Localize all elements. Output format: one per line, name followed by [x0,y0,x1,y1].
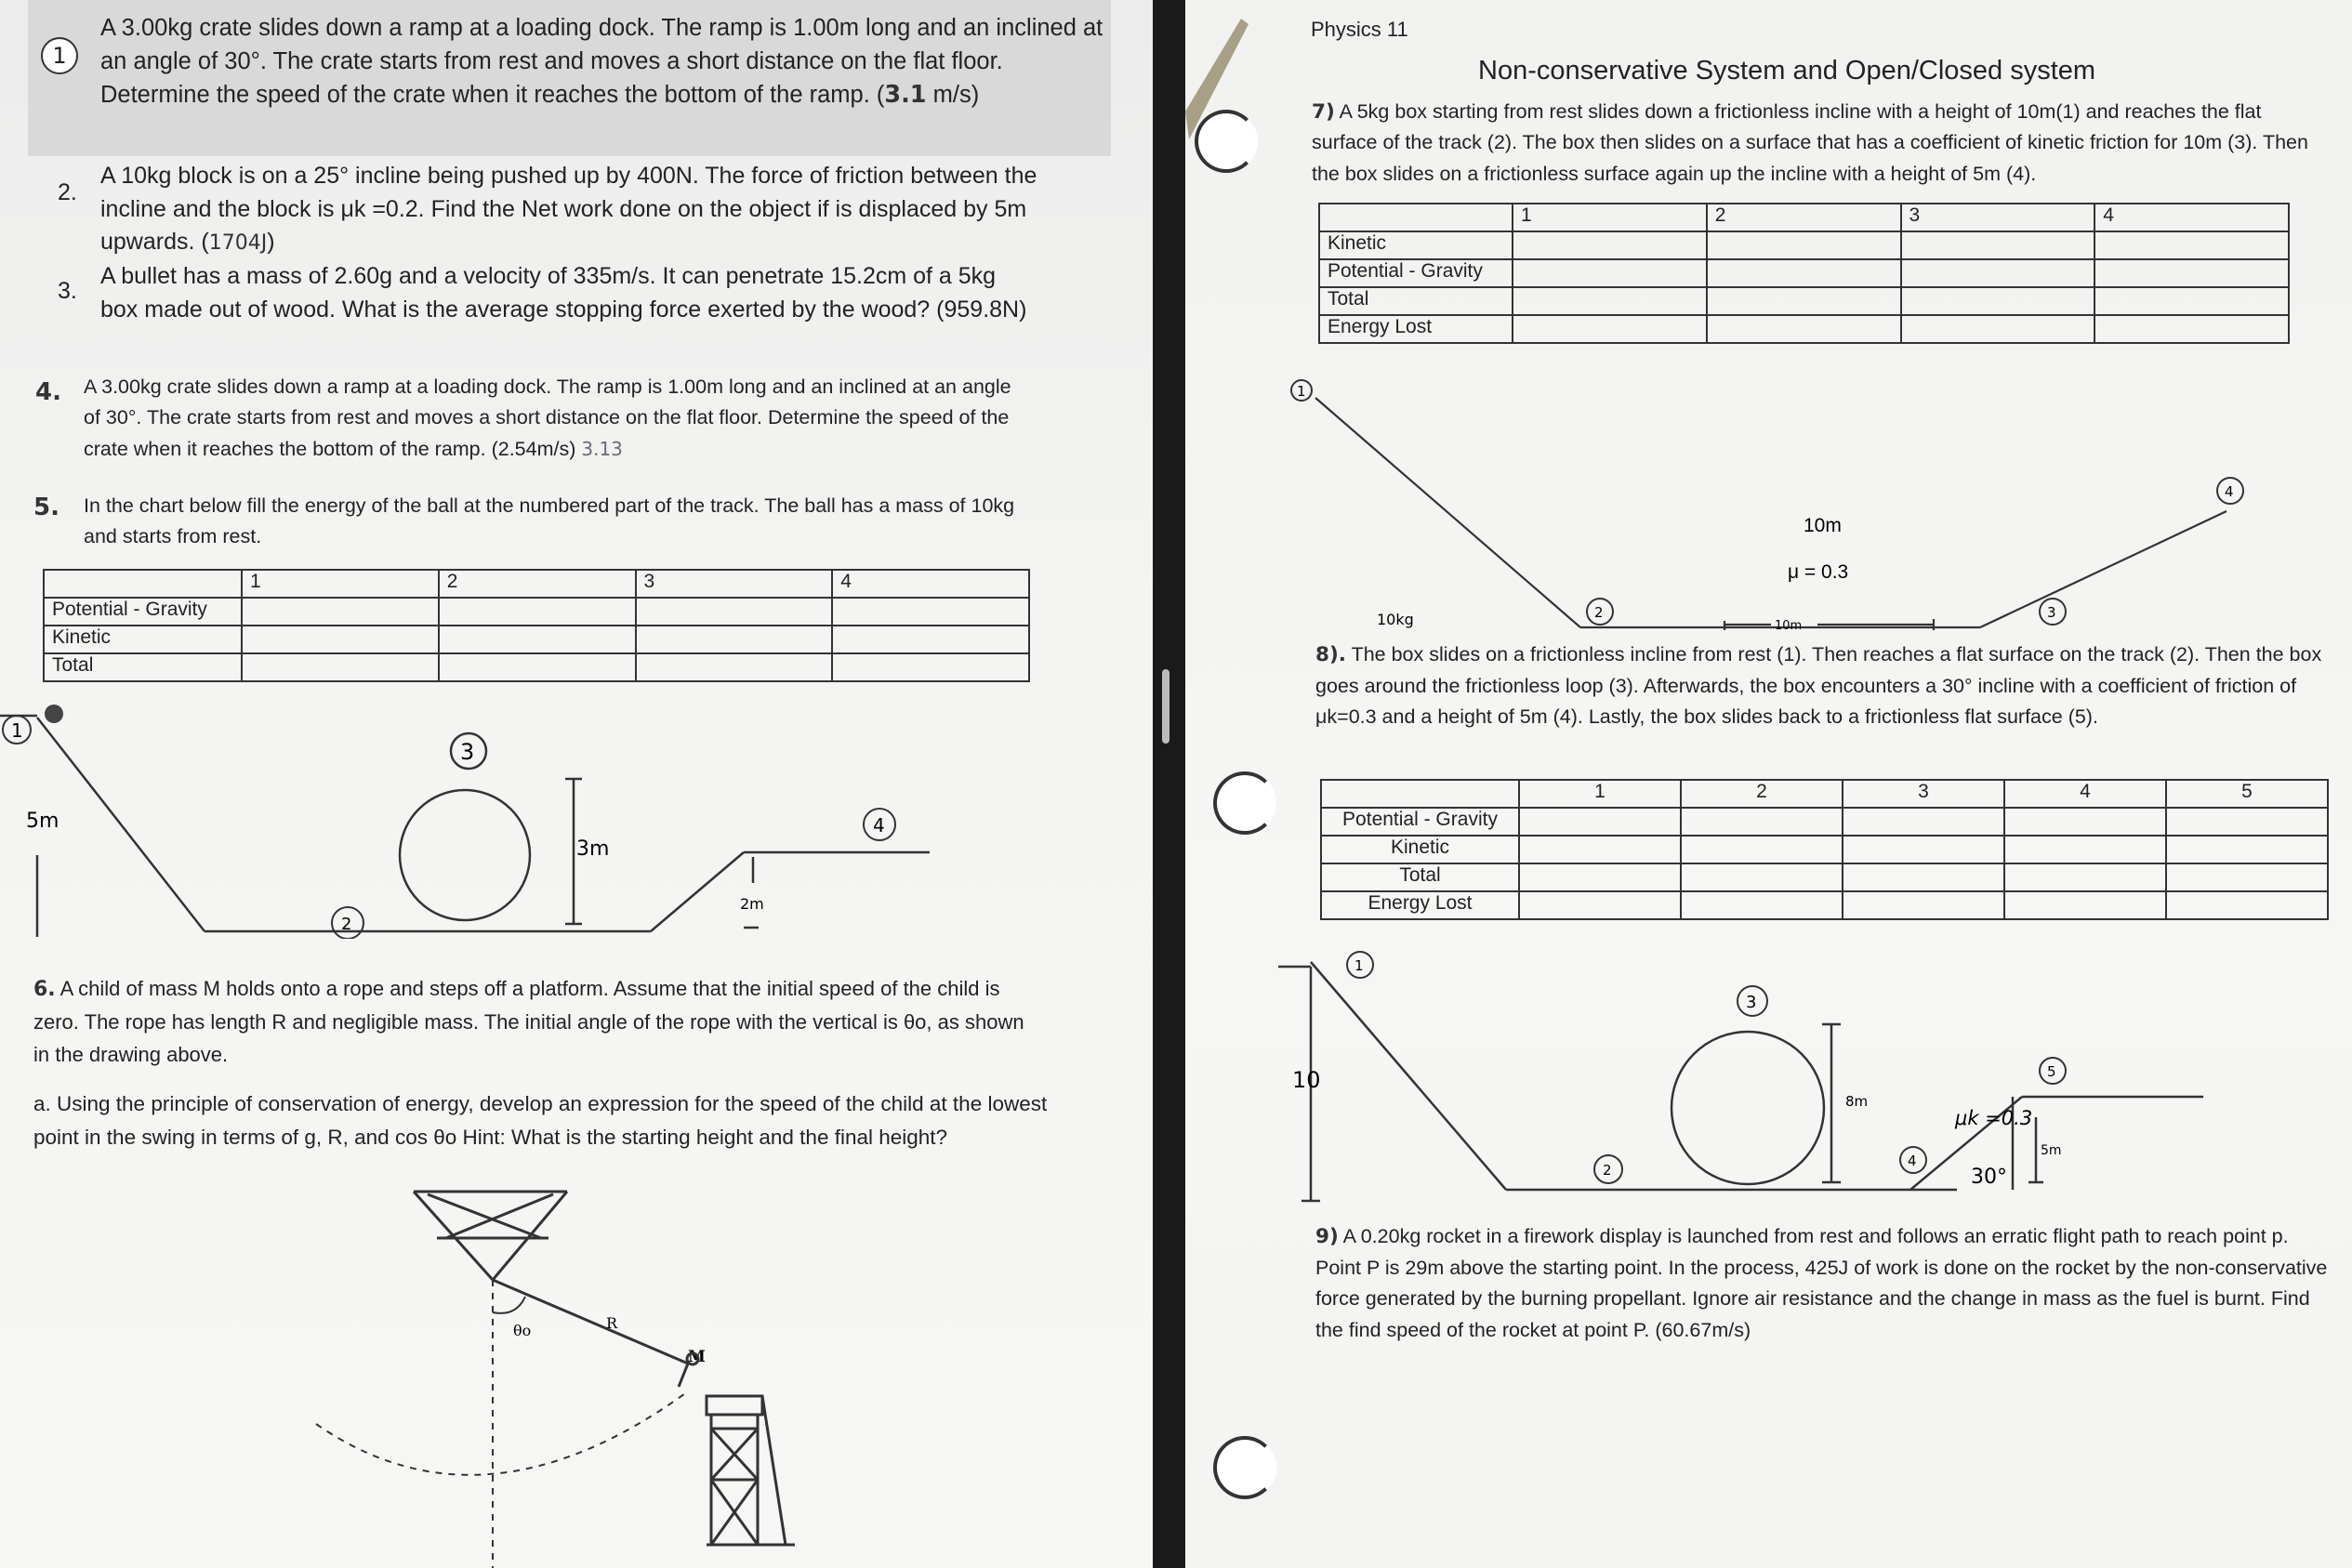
energy-table-q8 [1320,779,2329,920]
energy-table-q5 [43,569,1030,682]
table-row [1321,863,2328,891]
table-cell[interactable] [636,598,833,626]
q8-body: The box slides on a frictionless incline from rest (1). Then reaches a flat surface on the track (2). Then the box goes around the frictionless loop (3). Afterwards, the box encounters a 30° incline with a coefficient of friction of μk=0.3 and a height of 5m (4). Lastly, the box slides back to a frictionless flat surface (5). [1315,643,2322,729]
table-cell[interactable] [1901,287,2095,315]
table-cell[interactable] [832,653,1029,681]
q2-answer: 1704J [208,231,268,255]
label-p1: 1 [11,719,23,742]
label-p3: 3 [1746,993,1757,1012]
row-label: Energy Lost [1321,891,1519,919]
label-p1: 1 [1354,957,1364,974]
table-cell[interactable] [1707,287,1901,315]
label-10kg: 10kg [1377,611,1414,628]
table-cell [44,570,242,598]
table-cell[interactable] [439,598,636,626]
table-cell[interactable] [439,653,636,681]
table-row [1321,891,2328,919]
label-10: 10 [1292,1067,1321,1093]
table-cell[interactable] [1681,808,1843,836]
table-cell[interactable] [2166,808,2328,836]
label-p3: 3 [2047,604,2056,621]
punch-hole-bottom [1213,1436,1276,1499]
row-label: Potential - Gravity [44,598,242,626]
energy-table-q7 [1318,203,2290,344]
table-row [44,598,1029,626]
q4-number: 4. [35,378,61,406]
q7-number: 7) [1312,100,1335,124]
table-row [1319,259,2289,287]
label-flat-10m: 10m [1775,619,1803,633]
table-cell[interactable] [2166,836,2328,863]
table-cell[interactable] [1681,891,1843,919]
table-cell[interactable] [1681,863,1843,891]
q1-answer: 3.1 [884,81,927,110]
table-cell[interactable] [1707,315,1901,343]
table-cell[interactable] [1843,891,2004,919]
q4-text [84,372,1023,465]
label-30deg: 30° [1971,1166,2007,1189]
table-cell[interactable] [2094,259,2289,287]
table-header: 5 [2166,780,2328,808]
label-8m: 8m [1845,1093,1869,1110]
table-header: 3 [1843,780,2004,808]
platform-tower [707,1396,795,1545]
q5-text: In the chart below fill the energy of the ball at the numbered part of the track. The ball has a mass of 10kg and starts from rest. [84,494,1015,548]
table-row [1319,287,2289,315]
q4-body: A 3.00kg crate slides down a ramp at a loading dock. The ramp is 1.00m long and an inclined at an angle of 30°. The crate starts from rest and moves a short distance on the flat floor. Determine the speed of the crate when it reaches the bottom of the ramp. (2.54m/s) [84,376,1011,460]
q1-tail: m/s) [932,82,980,109]
row-label: Kinetic [44,626,242,653]
table-cell[interactable] [2004,808,2166,836]
table-cell[interactable] [2094,287,2289,315]
page-title: Non-conservative System and Open/Closed system [1478,56,2096,86]
table-cell[interactable] [1707,259,1901,287]
q1-text [100,11,1104,112]
table-header: 4 [832,570,1029,598]
table-cell[interactable] [1901,315,2095,343]
table-cell[interactable] [832,626,1029,653]
table-cell[interactable] [1513,315,1707,343]
q2-tail: ) [267,229,275,255]
table-cell[interactable] [1513,231,1707,259]
label-p2: 2 [341,915,352,934]
table-header-row [44,570,1029,598]
q2-number: 2. [58,179,77,205]
table-cell[interactable] [1843,836,2004,863]
ball-icon [45,705,63,723]
table-header: 3 [1901,204,2095,231]
table-cell[interactable] [832,598,1029,626]
table-header: 3 [636,570,833,598]
q1-body: A 3.00kg crate slides down a ramp at a loading dock. The ramp is 1.00m long and an inclined at an angle of 30°. The crate starts from rest and moves a short distance on the flat floor. Determine the speed of the crate when it reaches the bottom of the ramp. ( [100,15,1103,109]
row-label: Total [44,653,242,681]
label-2m: 2m [740,895,764,913]
track-diagram-q5 [0,697,1153,939]
table-cell[interactable] [1901,231,2095,259]
table-row [44,626,1029,653]
q6-number: 6. [33,978,56,1001]
label-5m: 5m [2041,1143,2062,1158]
punch-hole-middle [1213,771,1276,835]
table-cell[interactable] [636,626,833,653]
label-p2: 2 [1594,604,1604,621]
label-5m: 5m [26,810,59,833]
table-header: 4 [2004,780,2166,808]
table-header-row [1321,780,2328,808]
row-label: Potential - Gravity [1319,259,1513,287]
q2-body: A 10kg block is on a 25° incline being pushed up by 400N. The force of friction between the incline and the block is μk =0.2. Find the Net work done on the object if is displaced by 5m upwards. ( [100,163,1037,255]
row-label: Energy Lost [1319,315,1513,343]
q9-number: 9) [1315,1225,1339,1248]
table-row [1321,808,2328,836]
table-cell[interactable] [242,626,439,653]
table-header: 2 [1681,780,1843,808]
q3-number: 3. [58,278,77,304]
table-cell[interactable] [439,626,636,653]
table-cell[interactable] [2166,863,2328,891]
table-cell[interactable] [242,653,439,681]
track-diagram-q7 [1185,372,2352,651]
q2-text [100,160,1044,259]
table-cell[interactable] [1843,863,2004,891]
table-header: 2 [439,570,636,598]
label-theta: θo [513,1322,532,1339]
table-cell[interactable] [636,653,833,681]
table-cell [1321,780,1519,808]
table-cell[interactable] [1519,891,1681,919]
left-page [0,0,1153,1568]
label-10m: 10m [1804,515,1842,536]
label-p1: 1 [1297,383,1306,400]
q7-body: A 5kg box starting from rest slides down a frictionless incline with a height of 10m(1) and reaches the flat surface of the track (2). The box then slides on a surface that has a coefficient of kinetic friction for 10m (3). Then the box slides on a frictionless surface again up the incline with a height of 5m (4). [1312,100,2308,185]
q7-text [1312,97,2320,190]
course-name: Physics 11 [1311,18,1408,41]
table-header: 4 [2094,204,2289,231]
table-cell[interactable] [2094,315,2289,343]
label-R: R [606,1314,618,1332]
table-header: 2 [1707,204,1901,231]
table-header: 1 [242,570,439,598]
label-p4: 4 [2225,483,2234,500]
table-cell[interactable] [1681,836,1843,863]
table-header-row [1319,204,2289,231]
table-cell[interactable] [1513,259,1707,287]
label-3m: 3m [576,837,610,861]
label-mu: μ = 0.3 [1788,561,1849,583]
table-cell[interactable] [1707,231,1901,259]
table-cell[interactable] [1519,836,1681,863]
table-header: 1 [1513,204,1707,231]
table-cell[interactable] [1519,863,1681,891]
q6-part-a: a. Using the principle of conservation of energy, develop an expression for the speed of the child at the lowest point in the swing in terms of g, R, and cos θo Hint: What is the starting height and the final height? [33,1092,1048,1149]
row-label: Total [1319,287,1513,315]
q5-number: 5. [33,494,59,521]
table-cell[interactable] [2004,836,2166,863]
q4-answer: 3.13 [581,437,623,460]
q9-body: A 0.20kg rocket in a firework display is launched from rest and follows an erratic flight path to reach point p. Point P is 29m above the starting point. In the process, 425J of work is done on the rocket by the non-conservative force generated by the burning propellant. Ignore air resistance and the change in mass as the fuel is burnt. Find the find speed of the rocket at point P. (60.67m/s) [1315,1225,2328,1341]
track-diagram-q8 [1185,939,2352,1218]
right-page [1185,0,2352,1568]
table-cell[interactable] [1843,808,2004,836]
q3-text: A bullet has a mass of 2.60g and a velocity of 335m/s. It can penetrate 15.2cm of a 5kg box made out of wood. What is the average stopping force exerted by the wood? (959.8N) [100,263,1027,323]
q6-text [33,972,1037,1072]
row-label: Kinetic [1319,231,1513,259]
label-p4: 4 [873,814,885,837]
row-label: Total [1321,863,1519,891]
row-label: Potential - Gravity [1321,808,1519,836]
table-header: 1 [1519,780,1681,808]
q8-text [1315,639,2329,733]
table-row [1319,315,2289,343]
table-row [1321,836,2328,863]
row-label: Kinetic [1321,836,1519,863]
table-cell[interactable] [2094,231,2289,259]
label-p2: 2 [1603,1162,1612,1179]
table-cell[interactable] [2004,863,2166,891]
table-cell[interactable] [1519,808,1681,836]
q9-text [1315,1221,2338,1346]
label-M: M [688,1348,706,1366]
table-row [1319,231,2289,259]
q1-number-circle: 1 [41,37,78,74]
table-cell[interactable] [242,598,439,626]
swing-diagram-q6 [297,1178,855,1568]
label-p5: 5 [2047,1063,2056,1080]
label-muk: μk =0.3 [1955,1107,2033,1129]
table-cell[interactable] [2004,891,2166,919]
table-row [44,653,1029,681]
table-cell [1319,204,1513,231]
table-cell[interactable] [2166,891,2328,919]
q6-body: A child of mass M holds onto a rope and steps off a platform. Assume that the initial speed of the child is zero. The rope has length R and negligible mass. The initial angle of the rope with the vertical is θo, as shown in the drawing above. [33,977,1024,1067]
table-cell[interactable] [1513,287,1707,315]
label-p3: 3 [460,739,475,765]
label-p4: 4 [1908,1153,1917,1169]
punch-hole-top [1195,110,1258,173]
q8-number: 8). [1315,643,1346,666]
table-cell[interactable] [1901,259,2095,287]
center-divider[interactable] [1162,669,1169,744]
